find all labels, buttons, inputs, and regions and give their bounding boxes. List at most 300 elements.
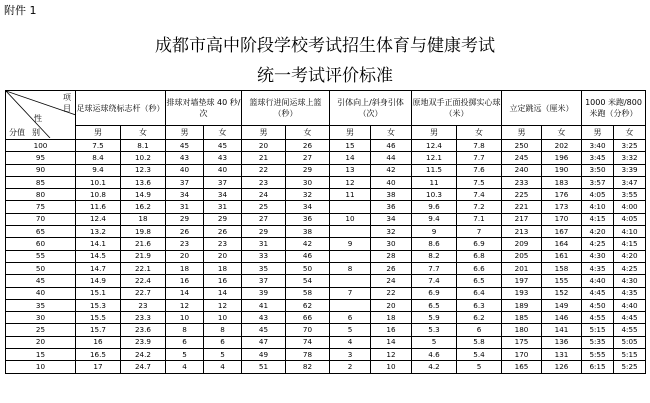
table-cell: 42 [371, 164, 412, 176]
table-cell: 170 [502, 349, 542, 361]
table-row [6, 262, 646, 274]
table-cell: 5.4 [457, 349, 502, 361]
table-row [6, 336, 646, 348]
score-cell: 50 [6, 262, 76, 274]
table-cell: 14.7 [76, 262, 121, 274]
table-cell: 4:15 [582, 213, 614, 225]
table-cell: 17 [76, 361, 121, 373]
header-item-running: 1000 米跑/800 米跑（分秒） [582, 91, 646, 126]
table-cell: 6.2 [457, 312, 502, 324]
table-cell: 6 [330, 312, 371, 324]
table-cell: 36 [286, 213, 330, 225]
table-cell: 7.7 [457, 152, 502, 164]
table-cell: 20 [242, 140, 286, 152]
table-cell: 25 [242, 201, 286, 213]
table-cell: 16 [76, 336, 121, 348]
table-cell: 202 [542, 140, 582, 152]
table-row [6, 250, 646, 262]
table-cell: 37 [204, 176, 242, 188]
table-cell: 3:40 [582, 140, 614, 152]
table-cell: 5 [166, 349, 204, 361]
table-cell: 7.2 [457, 201, 502, 213]
table-cell: 24.2 [121, 349, 166, 361]
header-item-football: 足球运球绕标志杆（秒） [76, 91, 166, 126]
table-cell: 7.7 [412, 262, 457, 274]
table-cell: 34 [166, 189, 204, 201]
table-cell: 7.8 [457, 140, 502, 152]
table-row [6, 213, 646, 225]
table-cell: 4:20 [582, 226, 614, 238]
table-cell: 161 [542, 250, 582, 262]
table-cell: 15.3 [76, 299, 121, 311]
attachment-label: 附件 1 [4, 4, 37, 17]
table-cell: 4:15 [614, 238, 646, 250]
sex-header-male: 男 [582, 126, 614, 140]
table-cell: 6:15 [582, 361, 614, 373]
table-cell: 33 [242, 250, 286, 262]
table-cell: 176 [542, 189, 582, 201]
table-cell: 9 [330, 238, 371, 250]
table-cell: 7.4 [412, 275, 457, 287]
table-cell: 45 [242, 324, 286, 336]
table-cell: 12 [330, 176, 371, 188]
table-cell: 5.9 [412, 312, 457, 324]
table-cell: 41 [242, 299, 286, 311]
table-cell: 197 [502, 275, 542, 287]
table-cell: 21.9 [121, 250, 166, 262]
score-cell: 30 [6, 312, 76, 324]
table-cell: 36 [371, 201, 412, 213]
table-row [6, 287, 646, 299]
table-cell: 20 [166, 250, 204, 262]
table-cell: 10 [204, 312, 242, 324]
table-cell: 10.3 [412, 189, 457, 201]
table-cell: 58 [286, 287, 330, 299]
table-cell: 34 [371, 213, 412, 225]
table-cell: 70 [286, 324, 330, 336]
table-cell: 131 [542, 349, 582, 361]
table-cell: 20 [204, 250, 242, 262]
table-cell: 6.9 [457, 238, 502, 250]
sex-header-male: 男 [76, 126, 121, 140]
table-cell: 8 [166, 324, 204, 336]
table-cell: 209 [502, 238, 542, 250]
table-cell: 23.3 [121, 312, 166, 324]
table-cell: 24 [242, 189, 286, 201]
table-row [6, 238, 646, 250]
table-cell: 5 [457, 361, 502, 373]
table-cell: 31 [204, 201, 242, 213]
table-cell: 22.4 [121, 275, 166, 287]
table-cell: 201 [502, 262, 542, 274]
table-cell: 9.6 [412, 201, 457, 213]
table-cell: 8 [204, 324, 242, 336]
table-cell: 31 [166, 201, 204, 213]
score-cell: 55 [6, 250, 76, 262]
score-cell: 65 [6, 226, 76, 238]
table-cell: 3:57 [582, 176, 614, 188]
table-cell: 4:20 [614, 250, 646, 262]
table-cell: 4:00 [614, 201, 646, 213]
table-cell: 45 [166, 140, 204, 152]
score-cell: 20 [6, 336, 76, 348]
table-cell: 20 [371, 299, 412, 311]
table-cell: 8.4 [76, 152, 121, 164]
table-cell: 221 [502, 201, 542, 213]
table-cell: 8.2 [412, 250, 457, 262]
table-cell: 37 [242, 275, 286, 287]
table-cell [330, 250, 371, 262]
table-cell: 6.6 [457, 262, 502, 274]
table-cell: 165 [502, 361, 542, 373]
table-cell: 14 [204, 287, 242, 299]
table-cell: 4:45 [582, 287, 614, 299]
score-cell: 45 [6, 275, 76, 287]
table-cell: 217 [502, 213, 542, 225]
table-cell: 23 [242, 176, 286, 188]
table-cell: 27 [242, 213, 286, 225]
table-cell: 18 [371, 312, 412, 324]
table-cell: 43 [204, 152, 242, 164]
table-cell: 21.6 [121, 238, 166, 250]
table-cell [330, 275, 371, 287]
score-cell: 95 [6, 152, 76, 164]
table-cell: 23 [121, 299, 166, 311]
table-cell: 7.1 [457, 213, 502, 225]
table-cell: 4:30 [582, 250, 614, 262]
table-cell: 12.3 [121, 164, 166, 176]
table-cell: 4:45 [614, 312, 646, 324]
table-cell: 13.6 [121, 176, 166, 188]
table-cell: 18 [166, 262, 204, 274]
table-cell: 15 [330, 140, 371, 152]
header-item-long-jump: 立定跳远（厘米） [502, 91, 582, 126]
table-cell: 51 [242, 361, 286, 373]
table-cell: 43 [166, 152, 204, 164]
sex-header-male: 男 [166, 126, 204, 140]
table-cell: 38 [286, 226, 330, 238]
table-cell: 45 [204, 140, 242, 152]
table-cell: 9.4 [412, 213, 457, 225]
table-cell: 35 [242, 262, 286, 274]
table-cell: 5:55 [582, 349, 614, 361]
table-cell: 14 [166, 287, 204, 299]
table-cell: 16.2 [121, 201, 166, 213]
table-cell: 4 [204, 361, 242, 373]
table-cell: 31 [242, 238, 286, 250]
table-cell: 5.8 [457, 336, 502, 348]
table-cell: 240 [502, 164, 542, 176]
table-row [6, 189, 646, 201]
document-title: 成都市高中阶段学校考试招生体育与健康考试 [155, 36, 495, 56]
table-cell: 16 [371, 324, 412, 336]
table-cell: 27 [286, 152, 330, 164]
table-cell: 141 [542, 324, 582, 336]
table-cell: 4:10 [614, 226, 646, 238]
table-cell: 12 [204, 299, 242, 311]
table-cell: 26 [166, 226, 204, 238]
table-cell: 78 [286, 349, 330, 361]
sex-header-female: 女 [614, 126, 646, 140]
table-cell: 10.8 [76, 189, 121, 201]
table-row [6, 176, 646, 188]
sex-header-female: 女 [121, 126, 166, 140]
table-cell: 23.6 [121, 324, 166, 336]
table-cell: 26 [286, 140, 330, 152]
table-cell [330, 226, 371, 238]
header-corner-cell [6, 91, 76, 140]
table-cell: 37 [166, 176, 204, 188]
score-cell: 25 [6, 324, 76, 336]
table-cell: 136 [542, 336, 582, 348]
corner-label-item-2: 目 [63, 104, 71, 113]
table-cell: 29 [242, 226, 286, 238]
table-cell: 22.1 [121, 262, 166, 274]
table-cell: 18 [204, 262, 242, 274]
table-cell: 164 [542, 238, 582, 250]
table-cell: 7.5 [457, 176, 502, 188]
table-row [6, 226, 646, 238]
sex-header-male: 男 [502, 126, 542, 140]
table-cell: 170 [542, 213, 582, 225]
table-cell: 32 [371, 226, 412, 238]
table-cell: 7.6 [457, 164, 502, 176]
table-cell: 4:35 [614, 287, 646, 299]
table-cell: 18 [121, 213, 166, 225]
score-cell: 75 [6, 201, 76, 213]
table-cell: 13.2 [76, 226, 121, 238]
table-cell [330, 201, 371, 213]
header-item-pullup: 引体向上/斜身引体（次） [330, 91, 412, 126]
score-cell: 10 [6, 361, 76, 373]
table-cell: 5 [204, 349, 242, 361]
table-cell: 126 [542, 361, 582, 373]
table-cell: 3:55 [614, 189, 646, 201]
table-cell: 23 [204, 238, 242, 250]
table-cell: 14 [330, 152, 371, 164]
table-cell: 7.4 [457, 189, 502, 201]
table-cell: 4:25 [582, 238, 614, 250]
corner-label-item-1: 项 [63, 93, 71, 102]
table-cell: 6.9 [412, 287, 457, 299]
table-cell: 19.8 [121, 226, 166, 238]
table-cell: 42 [286, 238, 330, 250]
table-cell: 4.2 [412, 361, 457, 373]
table-cell: 3 [330, 349, 371, 361]
table-cell: 14.9 [76, 275, 121, 287]
table-cell: 3:47 [614, 176, 646, 188]
score-cell: 35 [6, 299, 76, 311]
table-cell: 8.1 [121, 140, 166, 152]
sex-header-male: 男 [242, 126, 286, 140]
score-cell: 80 [6, 189, 76, 201]
table-cell: 24.7 [121, 361, 166, 373]
table-row [6, 140, 646, 152]
table-cell: 46 [371, 140, 412, 152]
table-cell: 14.9 [121, 189, 166, 201]
table-cell: 10.2 [121, 152, 166, 164]
table-cell: 9.4 [76, 164, 121, 176]
table-row [6, 349, 646, 361]
table-cell: 66 [286, 312, 330, 324]
table-row [6, 324, 646, 336]
score-cell: 70 [6, 213, 76, 225]
table-cell: 50 [286, 262, 330, 274]
sex-header-male: 男 [330, 126, 371, 140]
table-cell: 26 [204, 226, 242, 238]
table-cell: 40 [371, 176, 412, 188]
table-cell: 22 [371, 287, 412, 299]
table-cell: 11.6 [76, 201, 121, 213]
table-cell: 3:25 [614, 140, 646, 152]
table-cell: 29 [286, 164, 330, 176]
table-cell: 4:55 [614, 324, 646, 336]
table-cell: 4:35 [582, 262, 614, 274]
table-cell: 3:50 [582, 164, 614, 176]
table-row [6, 152, 646, 164]
table-cell: 4:10 [582, 201, 614, 213]
table-cell: 3:45 [582, 152, 614, 164]
table-cell: 205 [502, 250, 542, 262]
table-cell: 4:25 [614, 262, 646, 274]
table-cell: 167 [542, 226, 582, 238]
table-cell: 5:25 [614, 361, 646, 373]
table-cell: 8.6 [412, 238, 457, 250]
corner-label-sex-2: 别 [32, 128, 40, 137]
table-cell: 13 [330, 164, 371, 176]
table-cell: 12 [166, 299, 204, 311]
sex-header-male: 男 [412, 126, 457, 140]
table-cell: 16.5 [76, 349, 121, 361]
table-cell: 189 [502, 299, 542, 311]
table-cell: 4 [166, 361, 204, 373]
table-cell: 16 [166, 275, 204, 287]
table-cell: 15.1 [76, 287, 121, 299]
table-cell: 5:05 [614, 336, 646, 348]
table-cell: 14 [371, 336, 412, 348]
table-cell: 6.3 [457, 299, 502, 311]
table-cell: 4:40 [582, 275, 614, 287]
table-cell: 34 [204, 189, 242, 201]
table-cell: 4 [330, 336, 371, 348]
table-cell: 7 [330, 287, 371, 299]
table-cell [330, 299, 371, 311]
table-cell: 12.1 [412, 152, 457, 164]
score-cell: 100 [6, 140, 76, 152]
table-cell: 15.5 [76, 312, 121, 324]
table-cell: 44 [371, 152, 412, 164]
table-cell: 10 [330, 213, 371, 225]
table-cell: 3:39 [614, 164, 646, 176]
table-cell: 23.9 [121, 336, 166, 348]
table-cell: 6 [204, 336, 242, 348]
table-cell: 4:30 [614, 275, 646, 287]
score-cell: 60 [6, 238, 76, 250]
table-cell: 5:15 [582, 324, 614, 336]
table-cell: 11.5 [412, 164, 457, 176]
table-cell: 39 [242, 287, 286, 299]
table-cell: 5.3 [412, 324, 457, 336]
table-cell: 14.5 [76, 250, 121, 262]
table-cell: 173 [542, 201, 582, 213]
table-cell: 250 [502, 140, 542, 152]
table-cell: 46 [286, 250, 330, 262]
table-cell: 158 [542, 262, 582, 274]
table-cell: 185 [502, 312, 542, 324]
table-cell: 30 [286, 176, 330, 188]
sex-header-female: 女 [371, 126, 412, 140]
table-cell: 10 [371, 361, 412, 373]
table-cell: 6 [457, 324, 502, 336]
table-cell: 43 [242, 312, 286, 324]
corner-label-sex-1: 性 [34, 114, 42, 123]
table-cell: 22.7 [121, 287, 166, 299]
sex-header-female: 女 [542, 126, 582, 140]
table-cell: 12.4 [76, 213, 121, 225]
table-cell: 24 [371, 275, 412, 287]
header-item-basketball: 篮球行进间运球上篮（秒） [242, 91, 330, 126]
table-cell: 3:32 [614, 152, 646, 164]
table-cell: 11 [412, 176, 457, 188]
table-cell: 196 [542, 152, 582, 164]
table-cell: 4:05 [614, 213, 646, 225]
table-cell: 38 [371, 189, 412, 201]
table-cell: 49 [242, 349, 286, 361]
table-cell: 5:15 [614, 349, 646, 361]
table-cell: 9 [412, 226, 457, 238]
table-cell: 47 [242, 336, 286, 348]
table-cell: 16 [204, 275, 242, 287]
table-row [6, 361, 646, 373]
table-cell: 29 [204, 213, 242, 225]
document-subtitle: 统一考试评价标准 [257, 66, 393, 86]
table-cell: 11 [330, 189, 371, 201]
table-cell: 146 [542, 312, 582, 324]
table-cell: 14.1 [76, 238, 121, 250]
table-row [6, 312, 646, 324]
score-cell: 85 [6, 176, 76, 188]
table-cell: 15.7 [76, 324, 121, 336]
table-row [6, 299, 646, 311]
table-cell: 12.4 [412, 140, 457, 152]
header-item-medicine-ball: 原地双手正面投掷实心球（米） [412, 91, 502, 126]
table-cell: 2 [330, 361, 371, 373]
table-row [6, 201, 646, 213]
table-cell: 7.5 [76, 140, 121, 152]
table-cell: 193 [502, 287, 542, 299]
table-cell: 183 [542, 176, 582, 188]
table-cell: 5:35 [582, 336, 614, 348]
table-cell: 5 [330, 324, 371, 336]
table-cell: 40 [204, 164, 242, 176]
table-cell: 4:40 [614, 299, 646, 311]
table-cell: 62 [286, 299, 330, 311]
table-cell: 213 [502, 226, 542, 238]
table-cell: 8 [330, 262, 371, 274]
table-cell: 7 [457, 226, 502, 238]
score-cell: 90 [6, 164, 76, 176]
table-cell: 4:55 [582, 312, 614, 324]
table-cell: 149 [542, 299, 582, 311]
table-cell: 6.8 [457, 250, 502, 262]
table-cell: 74 [286, 336, 330, 348]
table-cell: 5 [412, 336, 457, 348]
table-cell: 6.5 [412, 299, 457, 311]
table-cell: 30 [371, 238, 412, 250]
table-cell: 28 [371, 250, 412, 262]
table-cell: 54 [286, 275, 330, 287]
table-cell: 233 [502, 176, 542, 188]
